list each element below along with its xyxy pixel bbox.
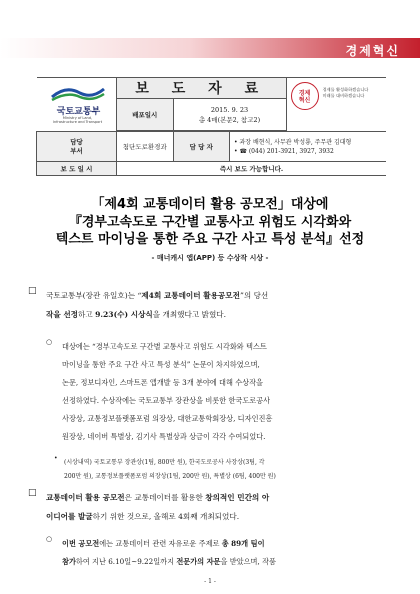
- ministry-name-ko: 국토교통부: [56, 106, 101, 117]
- ministry-name-en: Ministry of Land, Infrastructure and Transport: [52, 115, 103, 124]
- economic-innovation-seal-cell: [286, 78, 386, 132]
- headline-subtitle: - 매너캐시 앱(APP) 등 수상작 시상 -: [151, 254, 269, 262]
- headline-line-1: 「제4회 교통데이터 활용 공모전」대상에: [91, 197, 329, 212]
- dept-label: 담당 부서: [37, 132, 117, 162]
- staff-label: 담 당 자: [173, 132, 230, 162]
- distribution-date: 2015. 9. 23: [210, 105, 249, 114]
- press-header-table: [36, 77, 386, 176]
- dept-name: 첨단도로환경과: [117, 132, 174, 162]
- staff-phone: • ☎ (044) 201-3921, 3927, 3932: [234, 147, 334, 155]
- bullet-square-1: □: [28, 286, 37, 296]
- paragraph-5: 이번 공모전에는 교통데이터 관련 자유로운 주제로 총 89개 팀이 참가하여 지난 6.10일~9.22일까지 전문가의 자문을 받았으며, 작품: [62, 539, 276, 566]
- economic-innovation-seal-icon: 경제 혁신: [291, 82, 319, 110]
- distribution-info: [173, 99, 286, 131]
- bullet-circle-2: ○: [46, 535, 53, 543]
- bullet-dot-1: •: [54, 455, 58, 462]
- release-time-value: 즉시 보도 가능합니다.: [117, 162, 387, 176]
- seal-slogan: 경제를 활성화하겠습니다 미래를 대비하겠습니다: [322, 87, 369, 98]
- release-time-label: 보 도 일 시: [37, 162, 117, 176]
- ministry-emblem-icon: [50, 85, 106, 103]
- paragraph-1: 국토교통부(장관 유일호)는 “제4회 교통데이터 활용공모전”의 당선 작을 선정하고 9.23(수) 시상식을 개최했다고 밝혔다.: [46, 291, 269, 319]
- headline-line-2: 『경부고속도로 구간별 교통사고 위험도 시각화와: [68, 214, 352, 230]
- bullet-square-2: □: [28, 488, 37, 498]
- page-number: - 1 -: [204, 578, 216, 585]
- paragraph-4: 교통데이터 활용 공모전은 교통데이터를 활용한 창의적인 민간의 아 이디어를 발굴하기 위한 것으로, 올해로 4회째 개최되었다.: [46, 493, 270, 521]
- distribution-pages: 총 4매(본문2, 참고2): [198, 115, 261, 124]
- ministry-logo: [37, 79, 117, 131]
- ministry-logo-cell: [37, 78, 117, 132]
- staff-contact: [230, 132, 387, 162]
- staff-names: • 과장 배현식, 사무관 박성룡, 주무관 김대형: [234, 138, 352, 146]
- award-details: (시상내역) 국토교통부 장관상(1팀, 800만 원), 한국도로공사 사장상(3팀, 각 200만 원), 교통정보플랫폼포럼 의장상(1팀, 200만 원), 특별상 (6팀, 400만 원): [64, 459, 276, 480]
- headline-line-3: 텍스트 마이닝을 통한 주요 구간 사고 특성 분석』선정: [55, 232, 365, 247]
- paragraph-2: 대상에는 “경부고속도로 구간별 교통사고 위험도 시각화와 텍스트 마이닝을 통한 주요 구간 사고 특성 분석” 논문이 차지하였으며, 논문, 정보디자인, 스마트폰 앱개발 등 3개 분야에 대해 수상작을 선정하였다. 수상작에는 국토교통부 장관상을 비롯한 한국도로공사 사장상, 교통정보플랫폼포럼 의장상, 대한교통학회장상, 디자인진흥 원장상, 네이버 특별상, 김기사 특별상과 상금이 각각 수여되었다.: [62, 342, 273, 441]
- distribution-label: 배포일시: [117, 99, 174, 131]
- banner-label: 경제혁신: [345, 44, 400, 58]
- press-headline: [0, 196, 420, 249]
- bullet-circle-1: ○: [46, 338, 53, 346]
- press-release-title: 보 도 자 료: [117, 78, 287, 99]
